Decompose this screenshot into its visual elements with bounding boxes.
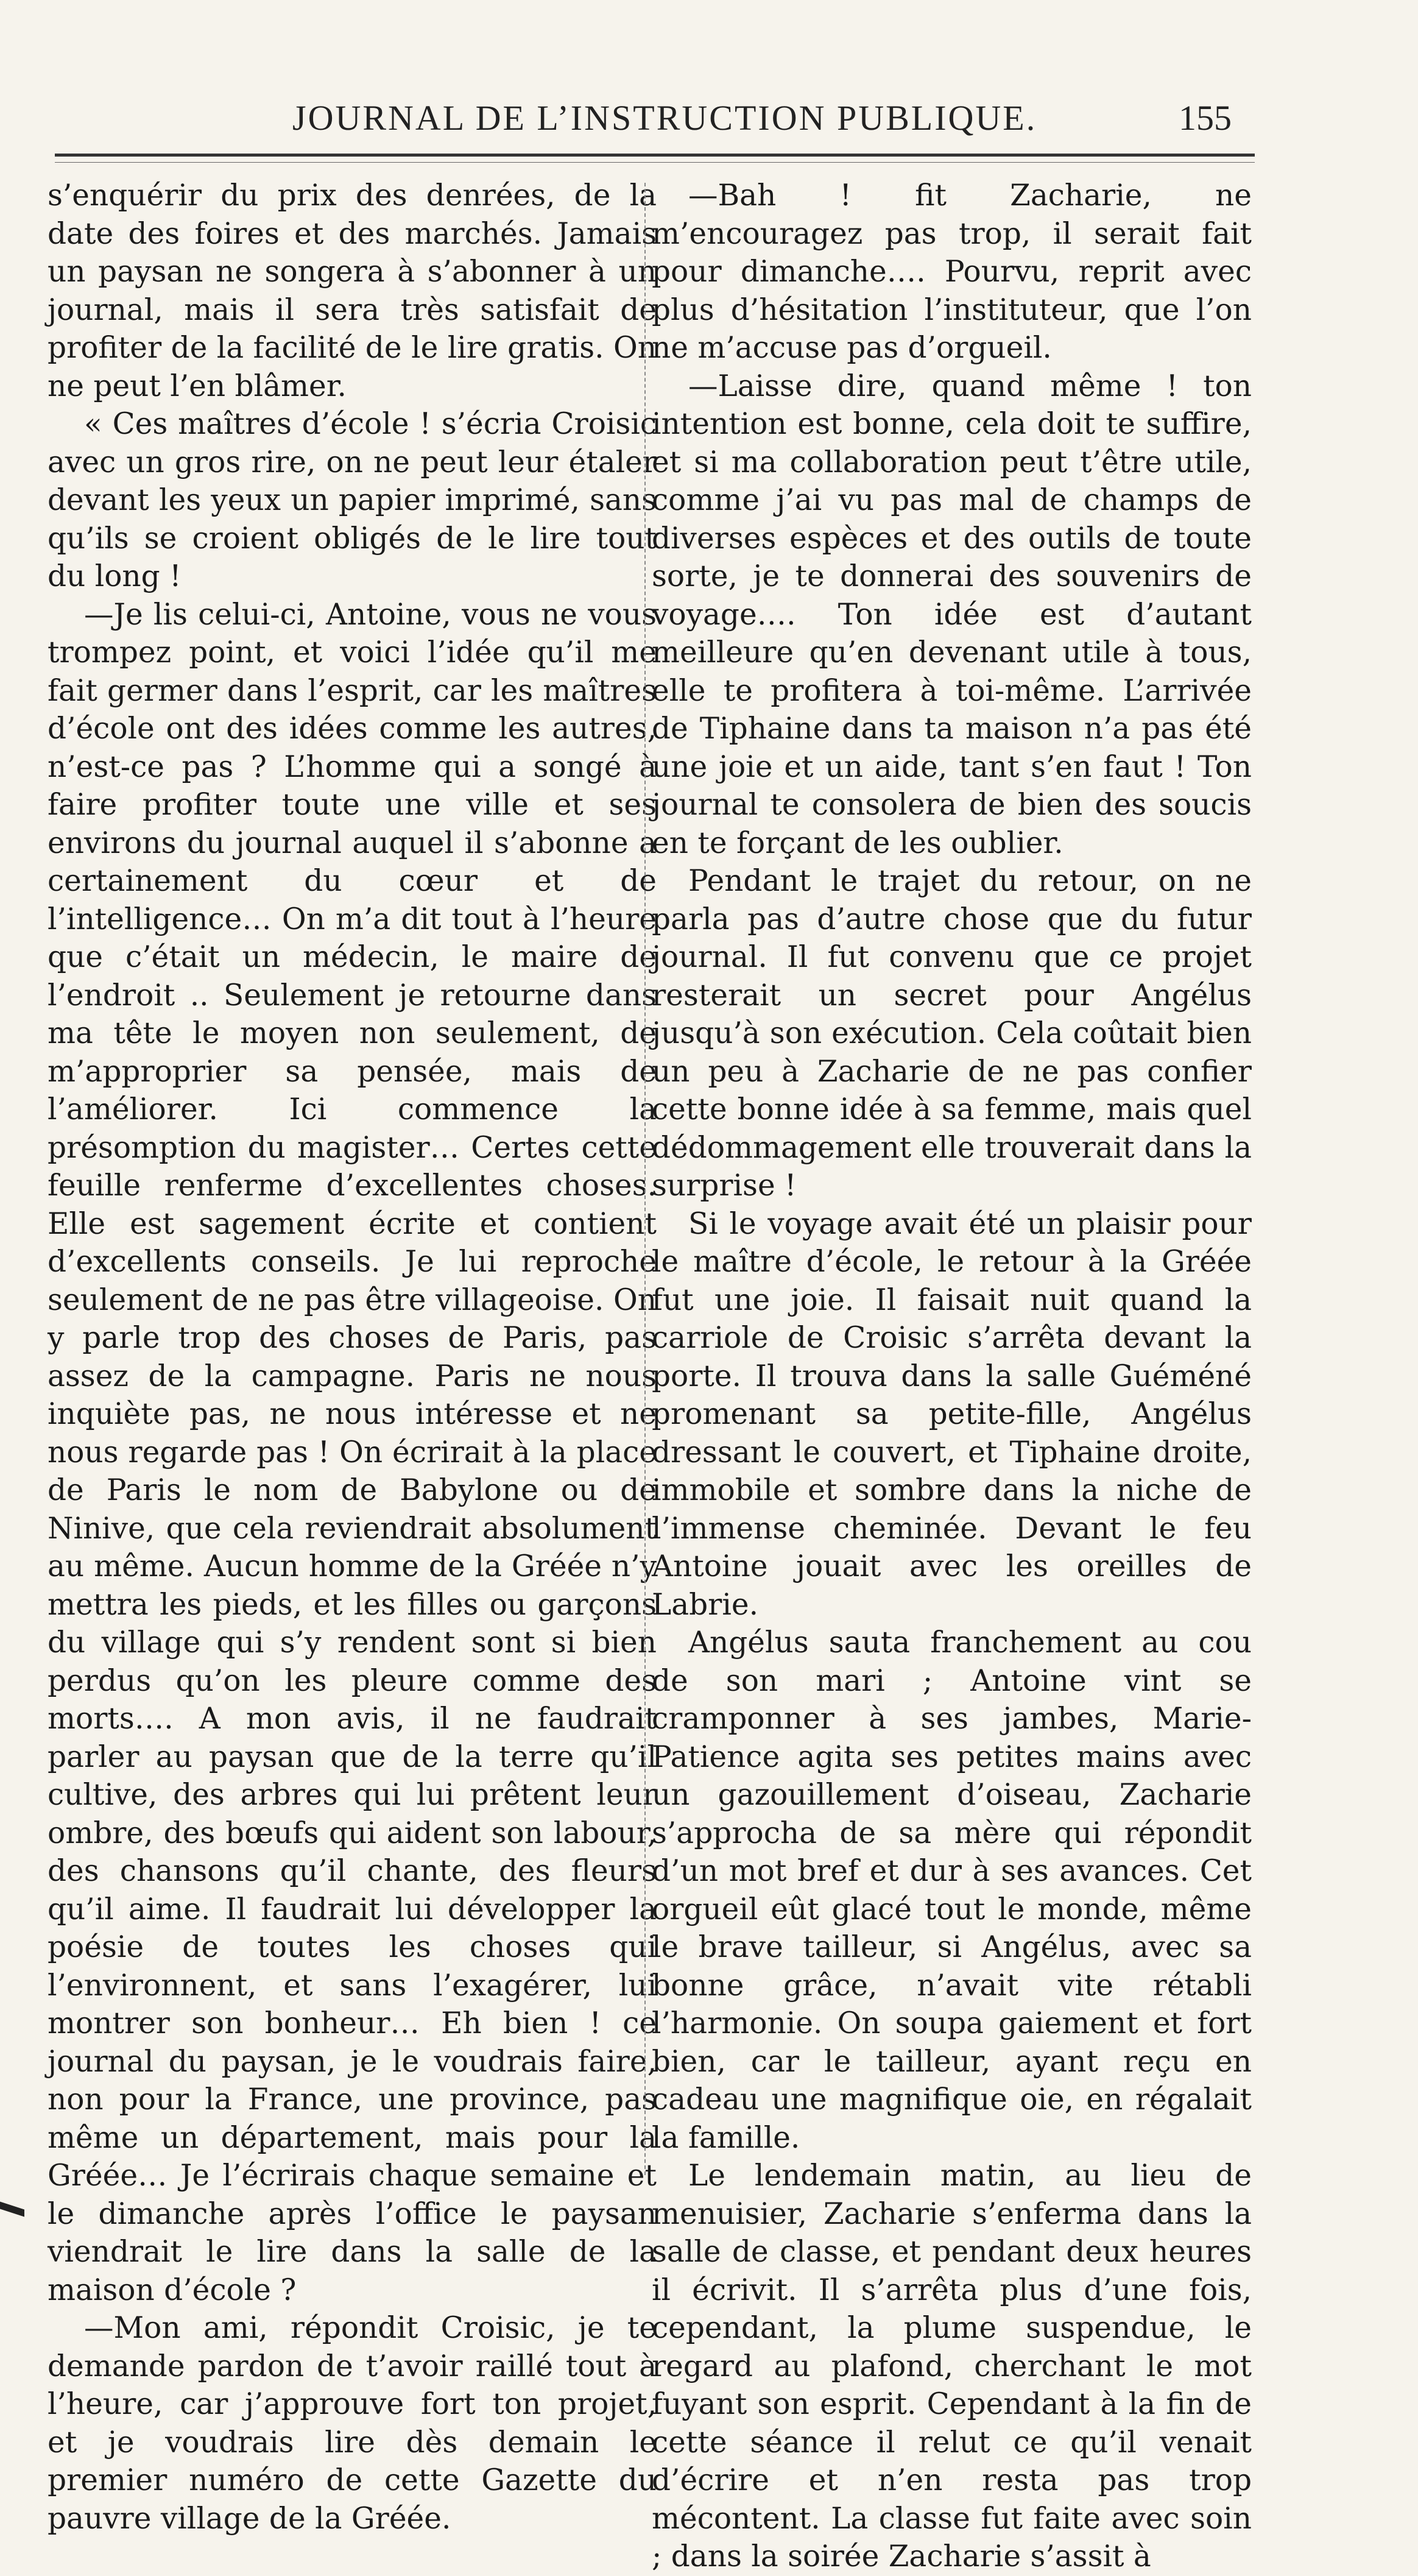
right-paragraph-3: Pendant le trajet du retour, on ne parla pas d’autre chose que du futur journal. Il fut convenu que ce projet resterait un secret pour Angélus jusqu’à son exécution. Cela coûtait bien un peu à Zacharie de ne pas confier cette bonne idée à sa femme, mais quel dédommagement elle trouverait dans la surprise !	[652, 864, 1252, 1203]
corner-mark	[0, 2202, 24, 2217]
column-divider	[644, 183, 646, 2175]
left-column	[48, 177, 657, 2538]
running-title: JOURNAL DE L’INSTRUCTION PUBLIQUE.	[292, 98, 1037, 138]
header-rule-thin	[55, 162, 1255, 163]
left-paragraph-4: —Mon ami, répondit Croisic, je te demande pardon de t’avoir raillé tout à l’heure, car j’approuve fort ton projet, et je voudrais lire dès demain le premier numéro de cette Gazette du pauvre village de la Gréée.	[48, 2311, 657, 2536]
page-header	[0, 85, 1418, 152]
left-paragraph-1: s’enquérir du prix des denrées, de la date des foires et des marchés. Jamais un paysan ne songera à s’abonner à un journal, mais il sera très satisfait de profiter de la facilité de le lire gratis. On ne peut l’en blâmer.	[48, 179, 657, 403]
right-column	[652, 177, 1252, 2576]
right-paragraph-2: —Laisse dire, quand même ! ton intention est bonne, cela doit te suffire, et si ma collaboration peut t’être utile, comme j’ai vu pas mal de champs de diverses espèces et des outils de toute sorte, je te donnerai des souvenirs de voyage…. Ton idée est d’autant meilleure qu’en devenant utile à tous, elle te profitera à toi-même. L’arrivée de Tiphaine dans ta maison n’a pas été une joie et un aide, tant s’en faut ! Ton journal te consolera de bien des soucis en te forçant de les oublier.	[652, 369, 1252, 860]
right-paragraph-5: Angélus sauta franchement au cou de son mari ; Antoine vint se cramponner à ses jambes, Marie-Patience agita ses petites mains avec un gazouillement d’oiseau, Zacharie s’approcha de sa mère qui répondit d’un mot bref et dur à ses avances. Cet orgueil eût glacé tout le monde, même le brave tailleur, si Angélus, avec sa bonne grâce, n’avait vite rétabli l’harmonie. On soupa gaiement et fort bien, car le tailleur, ayant reçu en cadeau une magnifique oie, en régalait la famille.	[652, 1626, 1252, 2155]
left-paragraph-2: « Ces maîtres d’école ! s’écria Croisic avec un gros rire, on ne peut leur étaler devant les yeux un papier imprimé, sans qu’ils se croient obligés de le lire tout du long !	[48, 407, 657, 593]
left-paragraph-3: —Je lis celui-ci, Antoine, vous ne vous trompez point, et voici l’idée qu’il me fait germer dans l’esprit, car les maîtres d’école ont des idées comme les autres, n’est-ce pas ? L’homme qui a songé à faire profiter toute une ville et ses environs du journal auquel il s’abonne a certainement du cœur et de l’intelligence… On m’a dit tout à l’heure que c’était un médecin, le maire de l’endroit .. Seulement je retourne dans ma tête le moyen non seulement, de m’approprier sa pensée, mais de l’améliorer. Ici commence la présomption du magister… Certes cette feuille renferme d’excellentes choses. Elle est sagement écrite et contient d’excellents conseils. Je lui reproche seulement de ne pas être villageoise. On y parle trop des choses de Paris, pas assez de la campagne. Paris ne nous inquiète pas, ne nous intéresse et ne nous regarde pas ! On écrirait à la place de Paris le nom de Babylone ou de Ninive, que cela reviendrait absolument au même. Aucun homme de la Gréée n’y mettra les pieds, et les filles ou garçons du village qui s’y rendent sont si bien perdus qu’on les pleure comme des morts…. A mon avis, il ne faudrait parler au paysan que de la terre qu’il cultive, des arbres qui lui prêtent leur ombre, des bœufs qui aident son labour, des chansons qu’il chante, des fleurs qu’il aime. Il faudrait lui développer la poésie de toutes les choses qui l’environnent, et sans l’exagérer, lui montrer son bonheur… Eh bien ! ce journal du paysan, je le voudrais faire, non pour la France, une province, pas même un département, mais pour la Gréée… Je l’écrirais chaque semaine et le dimanche après l’office le paysan viendrait le lire dans la salle de la maison d’école ?	[48, 597, 657, 2307]
right-paragraph-6: Le lendemain matin, au lieu de menuisier, Zacharie s’enferma dans la salle de classe, et pendant deux heures il écrivit. Il s’arrêta plus d’une fois, cependant, la plume suspendue, le regard au plafond, cherchant le mot fuyant son esprit. Cependant à la fin de cette séance il relut ce qu’il venait d’écrire et n’en resta pas trop mécontent. La classe fut faite avec soin ; dans la soirée Zacharie s’assit à	[652, 2159, 1252, 2574]
right-paragraph-4: Si le voyage avait été un plaisir pour le maître d’école, le retour à la Gréée fut une joie. Il faisait nuit quand la carriole de Croisic s’arrêta devant la porte. Il trouva dans la salle Guéméné promenant sa petite-fille, Angélus dressant le couvert, et Tiphaine droite, immobile et sombre dans la niche de l’immense cheminée. Devant le feu Antoine jouait avec les oreilles de Labrie.	[652, 1206, 1252, 1622]
page-number: 155	[1179, 98, 1232, 138]
right-paragraph-1: —Bah ! fit Zacharie, ne m’encouragez pas trop, il serait fait pour dimanche…. Pourvu, reprit avec plus d’hésitation l’instituteur, que l’on ne m’accuse pas d’orgueil.	[652, 179, 1252, 365]
header-rule	[55, 154, 1255, 157]
